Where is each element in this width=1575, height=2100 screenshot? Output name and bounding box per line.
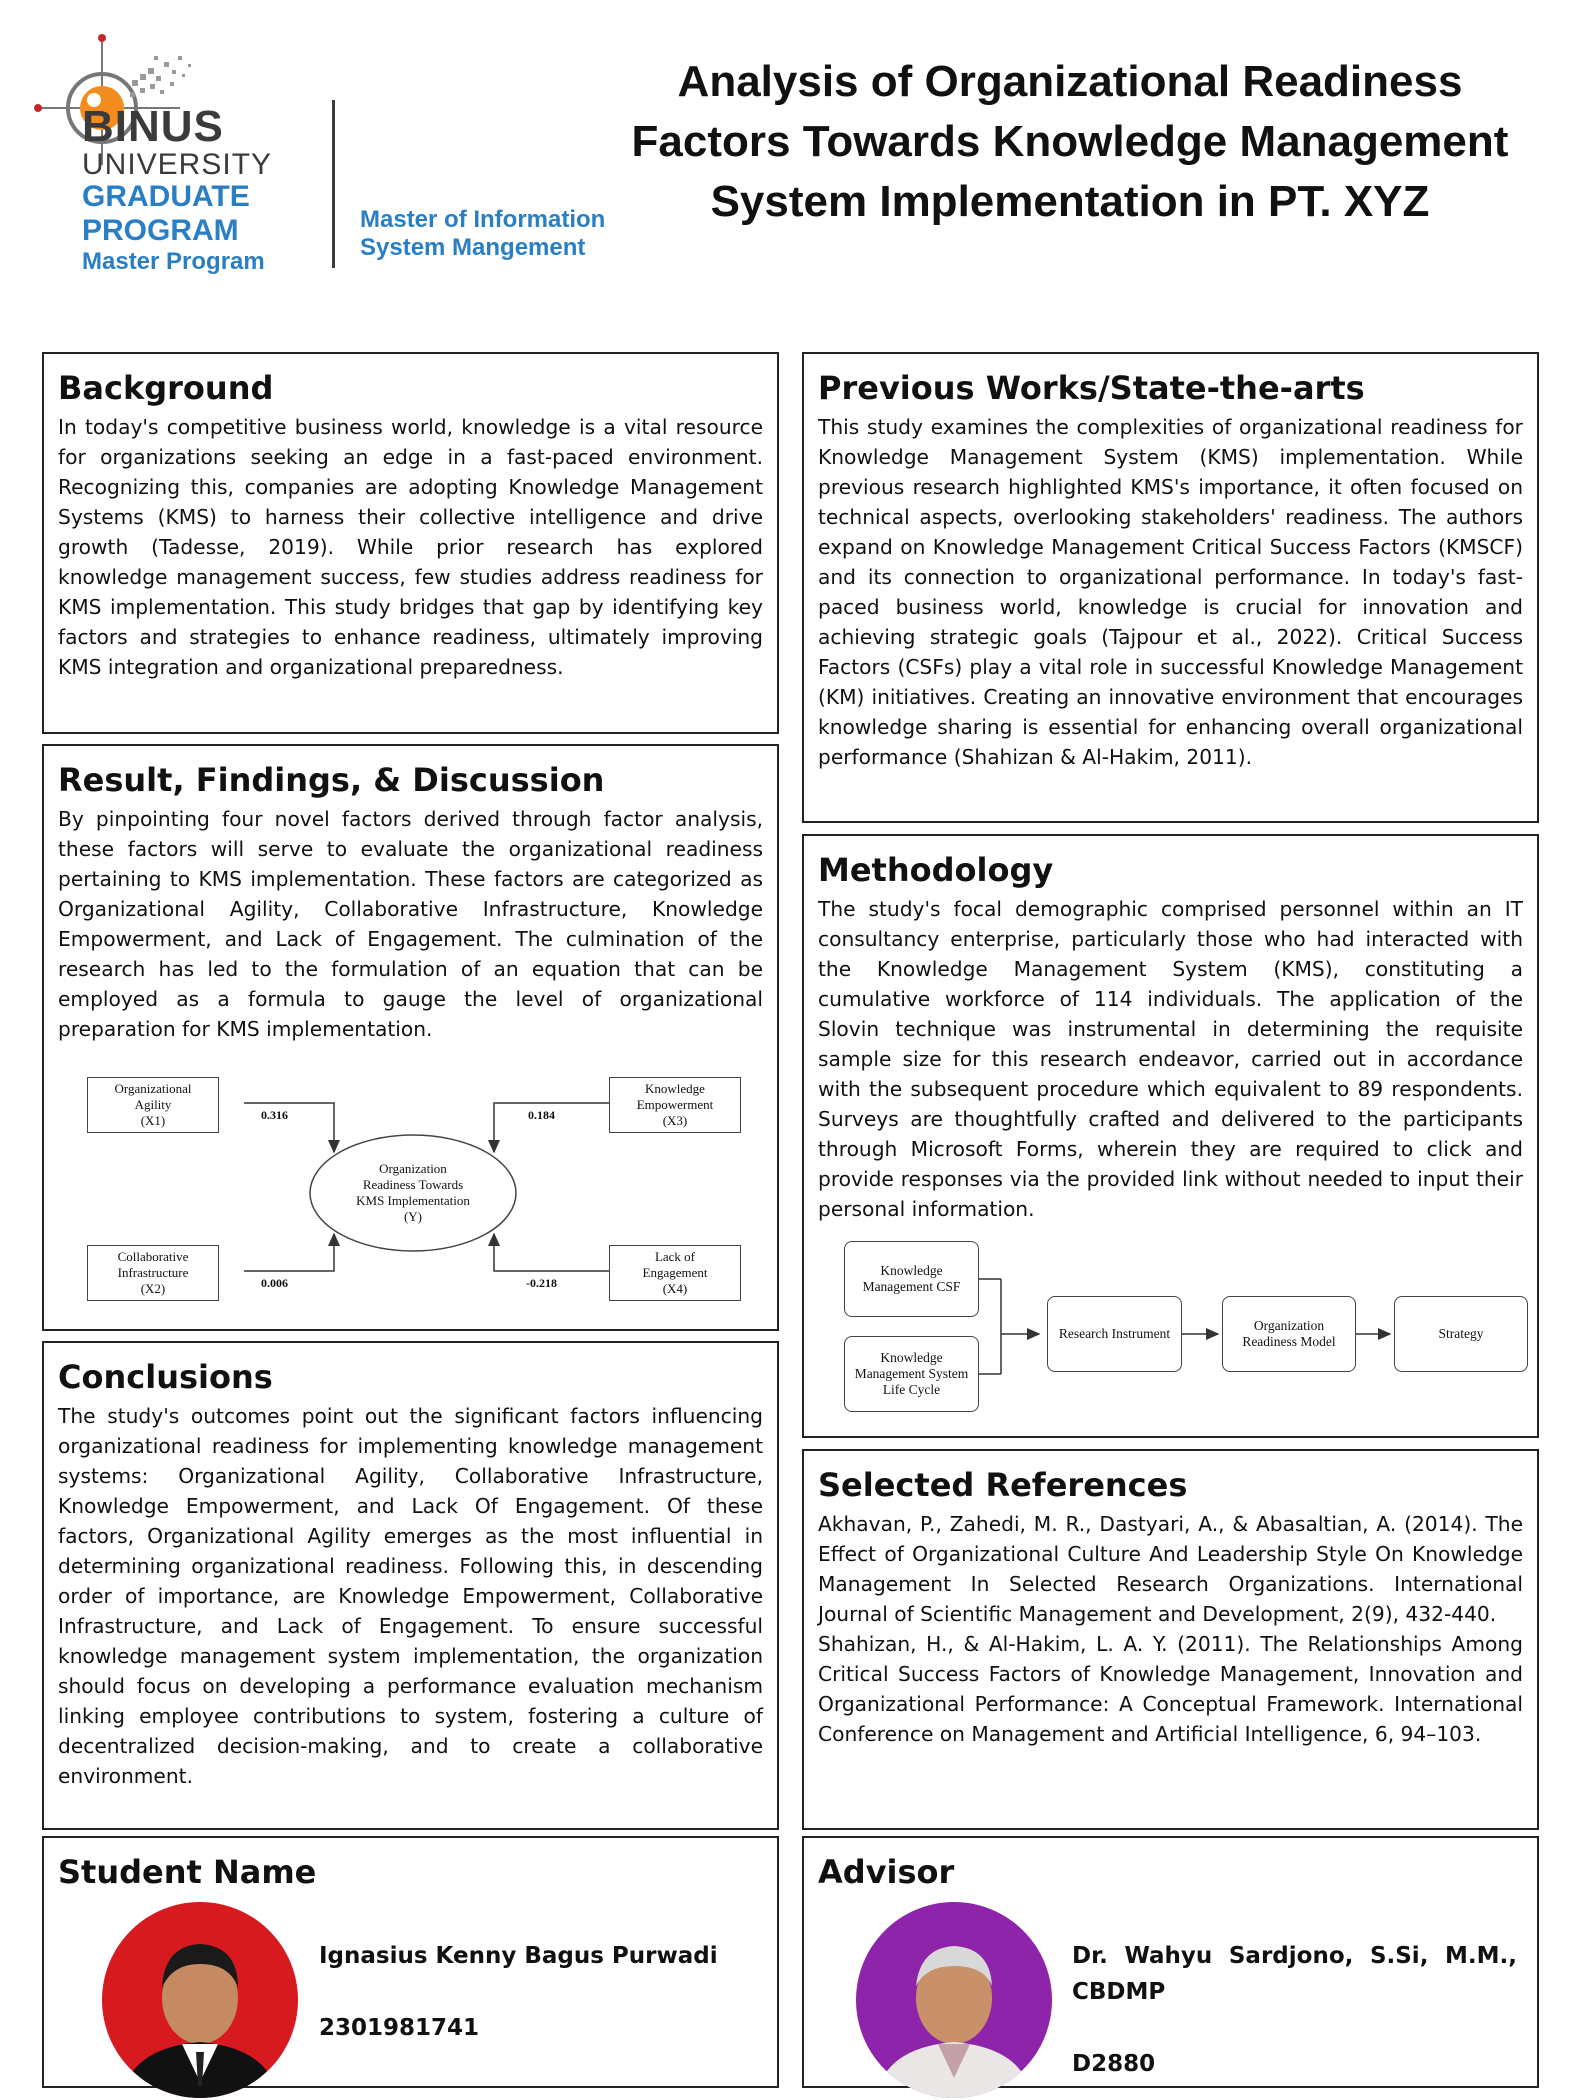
advisor-name: Dr. Wahyu Sardjono, S.Si, M.M., CBDMP	[1072, 1943, 1517, 2005]
flow-km-csf: Knowledge Management CSF	[844, 1241, 979, 1317]
advisor-avatar	[856, 1902, 1052, 2098]
factor-x4-box: Lack of Engagement (X4)	[609, 1245, 741, 1301]
person-icon	[102, 1902, 298, 2098]
conclusions-heading: Conclusions	[58, 1358, 273, 1396]
reference-item: Shahizan, H., & Al-Hakim, L. A. Y. (2011). The Relationships Among Critical Success Factors of Knowledge Management, Innovation and Organizational Performance: A Conceptual Framework. International Conference on Management and Artificial Intelligence, 6, 94–103.	[818, 1632, 1523, 1746]
advisor-heading: Advisor	[818, 1853, 955, 1891]
results-text: By pinpointing four novel factors derived through factor analysis, these factors will serve to evaluate the organizational readiness pertaining to KMS implementation. These factors are categorized as Organizational Agility, Collaborative Infrastructure, Knowledge Empowerment, and Lack of Engagement. The culmination of the research has led to the formulation of an equation that can be employed as a formula to gauge the level of organizational preparation for KMS implementation.	[58, 807, 763, 1041]
background-text: In today's competitive business world, knowledge is a vital resource for organizations seeking an edge in a fast-paced environment. Recognizing this, companies are adopting Knowledge Management Systems (KMS) to harness their collective intelligence and drive growth (Tadesse, 2019). While prior research has explored knowledge management success, few studies address readiness for KMS implementation. This study bridges that gap by identifying key factors and strategies to enhance readiness, ultimately improving KMS integration and organizational preparedness.	[58, 415, 763, 679]
coef-x1: 0.316	[261, 1108, 288, 1122]
previous-works-text: This study examines the complexities of organizational readiness for Knowledge Management System (KMS) implementation. While previous research highlighted KMS's importance, it often focused on technical aspects, overlooking stakeholders' readiness. The authors expand on Knowledge Management Critical Success Factors (KMSCF) and its connection to organizational performance. In today's fast-paced business world, knowledge is crucial for innovation and achieving strategic goals (Tajpour et al., 2022). Critical Success Factors (CSFs) play a vital role in successful Knowledge Management (KM) initiatives. Creating an innovative environment that encourages knowledge sharing is essential for enhancing overall organizational performance (Shahizan & Al-Hakim, 2011).	[818, 415, 1523, 769]
reference-item: Akhavan, P., Zahedi, M. R., Dastyari, A., & Abasaltian, A. (2014). The Effect of Organizational Culture And Leadership Style On Knowledge Management In Selected Research Organizations. International Journal of Scientific Management and Development, 2(9), 432-440.	[818, 1512, 1523, 1626]
logo-graduate: GRADUATE	[82, 180, 250, 213]
results-heading: Result, Findings, & Discussion	[58, 761, 605, 799]
logo	[0, 0, 660, 310]
conclusions-panel	[42, 1341, 779, 1830]
logo-divider	[332, 100, 335, 268]
student-avatar	[102, 1902, 298, 2098]
readiness-y-node: Organization Readiness Towards KMS Implementation (Y)	[356, 1161, 470, 1224]
methodology-text: The study's focal demographic comprised personnel within an IT consultancy enterprise, particularly those who had interacted with the Knowledge Management System (KMS), constituting a cumulative workforce of 114 individuals. The application of the Slovin technique was instrumental in determining the requisite sample size for this research endeavor, carried out in accordance with the subsequent procedure which equivalent to 89 respondents. Surveys are thoughtfully crafted and delivered to the participants through Microsoft Forms, wherein they are required to click and provide responses via the provided link without needed to input their personal information.	[818, 897, 1523, 1221]
student-heading: Student Name	[58, 1853, 317, 1891]
previous-works-heading: Previous Works/State-the-arts	[818, 369, 1365, 407]
coef-x4: -0.218	[526, 1276, 557, 1290]
flow-kms-life-cycle: Knowledge Management System Life Cycle	[844, 1336, 979, 1412]
logo-university: UNIVERSITY	[82, 148, 273, 181]
student-id: 2301981741	[319, 2015, 480, 2041]
coef-x2: 0.006	[261, 1276, 288, 1290]
background-heading: Background	[58, 369, 274, 407]
references-panel	[802, 1449, 1539, 1830]
factor-x2-box: Collaborative Infrastructure (X2)	[87, 1245, 219, 1301]
coef-x3: 0.184	[528, 1108, 555, 1122]
logo-graduate-program	[82, 180, 250, 248]
person-icon	[856, 1902, 1052, 2098]
methodology-heading: Methodology	[818, 851, 1054, 889]
logo-master-program: Master Program	[82, 248, 265, 275]
previous-works-panel	[802, 352, 1539, 823]
department-line2: System Mangement	[360, 234, 586, 261]
flow-readiness-model: Organization Readiness Model	[1222, 1296, 1356, 1372]
logo-program: PROGRAM	[82, 214, 239, 247]
references-heading: Selected References	[818, 1466, 1188, 1504]
logo-brand: BINUS	[82, 102, 224, 151]
logo-department	[360, 206, 660, 262]
results-panel	[42, 744, 779, 1331]
student-name: Ignasius Kenny Bagus Purwadi	[319, 1943, 718, 1969]
department-line1: Master of Information	[360, 206, 606, 233]
conclusions-text: The study's outcomes point out the significant factors influencing organizational readiness for implementing knowledge management systems: Organizational Agility, Collaborative Infrastructure, Knowledge Empowerment, and Lack Of Engagement. Of these factors, Organizational Agility emerges as the most influential in determining organizational readiness. Following this, in descending order of importance, are Knowledge Empowerment, Collaborative Infrastructure, and Lack of Engagement. To ensure successful knowledge management system implementation, the organization should focus on developing a performance evaluation mechanism linking employee contributions to system, fostering a culture of decentralized decision-making, and to create a collaborative environment.	[58, 1404, 763, 1788]
flow-strategy: Strategy	[1394, 1296, 1528, 1372]
poster-title: Analysis of Organizational Readiness Factors Towards Knowledge Management System Implementation in PT. XYZ	[631, 57, 1509, 226]
methodology-panel	[802, 834, 1539, 1438]
factor-diagram	[44, 1064, 776, 1309]
factor-x3-box: Knowledge Empowerment (X3)	[609, 1077, 741, 1133]
background-panel	[42, 352, 779, 734]
advisor-panel	[802, 1836, 1539, 2088]
advisor-id: D2880	[1072, 2051, 1156, 2077]
factor-x1-box: Organizational Agility (X1)	[87, 1077, 219, 1133]
student-panel	[42, 1836, 779, 2088]
flow-research-instrument: Research Instrument	[1047, 1296, 1182, 1372]
methodology-flow	[804, 1241, 1536, 1436]
